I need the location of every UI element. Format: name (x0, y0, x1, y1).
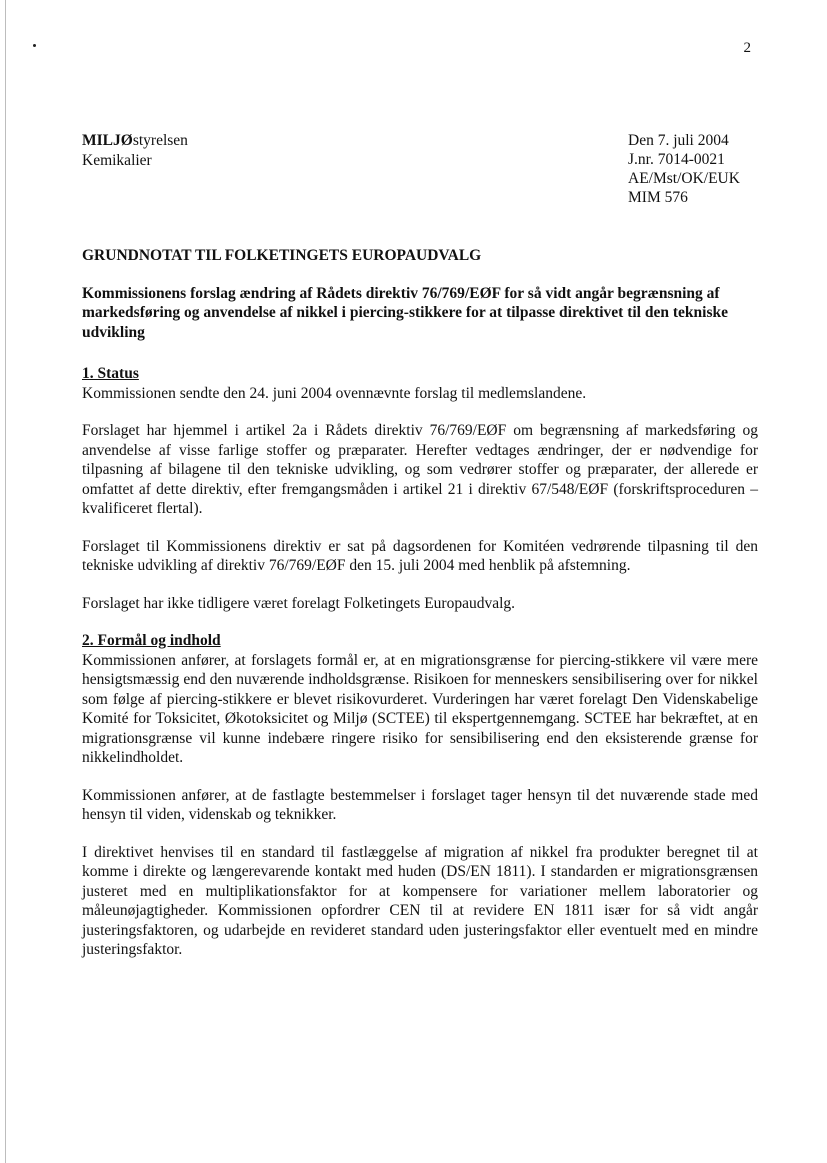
case-reference: AE/Mst/OK/EUK (628, 170, 740, 187)
sender-org-rest: styrelsen (132, 132, 188, 149)
section-heading: 1. Status (82, 365, 139, 382)
scan-margin-line (5, 0, 6, 1163)
reference-block (628, 131, 740, 207)
paragraph: Forslaget til Kommissionens direktiv er sat på dagsordenen for Komitéen vedrørende tilpasning til den tekniske udvikling af direktiv 76/769/EØF den 15. juli 2004 med henblik på afstemning. (82, 537, 758, 574)
section-heading: 2. Formål og indhold (82, 632, 221, 649)
journal-number: J.nr. 7014-0021 (628, 151, 725, 168)
page-number: 2 (743, 40, 751, 56)
sender-organization (82, 131, 188, 151)
section-purpose-content (82, 631, 758, 960)
paragraph: Forslaget har hjemmel i artikel 2a i Rådets direktiv 76/769/EØF om begrænsning af markedsføring og anvendelse af visse farlige stoffer og præparater. Herefter vedtages ændringer, der er nødvendige for tilpasning af bilagene til den tekniske udvikling, og som vedrører stoffer og præparater, der allerede er omfattet af dette direktiv, efter fremgangsmåden i artikel 21 i direktiv 67/548/EØF (forskriftsproceduren – kvalificeret flertal). (82, 422, 758, 517)
paragraph: Kommissionen anfører, at de fastlagte bestemmelser i forslaget tager hensyn til det nuværende stade med hensyn til viden, videnskab og teknikker. (82, 786, 758, 823)
sender-department: Kemikalier (82, 152, 152, 169)
document-title: GRUNDNOTAT TIL FOLKETINGETS EUROPAUDVALG (82, 247, 482, 264)
paragraph: I direktivet henvises til en standard til fastlæggelse af migration af nikkel fra produkter beregnet til at komme i direkte og længerevarende kontakt med huden (DS/EN 1811). I standarden er migrationsgrænsen justeret med en multiplikationsfaktor for at kompensere for variationer mellem laboratorier og måleunøjagtigheder. Kommissionen opfordrer CEN til at revidere EN 1811 især for så vidt angår justeringsfaktoren, og udarbejde en revideret standard uden justeringsfaktor eller eventuelt med en mindre justeringsfaktor. (82, 843, 758, 958)
sender-org-bold: MILJØ (82, 132, 133, 149)
paragraph: Forslaget har ikke tidligere været forelagt Folketingets Europaudvalg. (82, 594, 516, 612)
document-date: Den 7. juli 2004 (628, 132, 729, 149)
document-body (82, 246, 758, 978)
sender-block (82, 131, 188, 171)
mim-number: MIM 576 (628, 189, 688, 206)
document-subtitle: Kommissionens forslag ændring af Rådets direktiv 76/769/EØF for så vidt angår begrænsning af markedsføring og anvendelse af nikkel i piercing-stikkere for at tilpasse direktivet til den tekniske udvikling (82, 284, 728, 341)
scan-dot-mark (33, 44, 36, 47)
paragraph: Kommissionen sendte den 24. juni 2004 ovennævnte forslag til medlemslandene. (82, 384, 587, 402)
section-status (82, 364, 758, 613)
paragraph: Kommissionen anfører, at forslagets formål er, at en migrationsgrænse for piercing-stikkere vil være mere hensigtsmæssig end den nuværende indholdsgrænse. Risikoen for menneskers sensibilisering over for nikkel som følge af piercing-stikkere er blevet risikovurderet. Vurderingen har været forelagt Den Videnskabelige Komité for Toksicitet, Økotoksicitet og Miljø (SCTEE) til ekspertgennemgang. SCTEE har bekræftet, at en migrationsgrænse vil kunne indebære ringere risiko for sensibilisering end den eksisterende grænse for nikkelindholdet. (82, 651, 758, 766)
